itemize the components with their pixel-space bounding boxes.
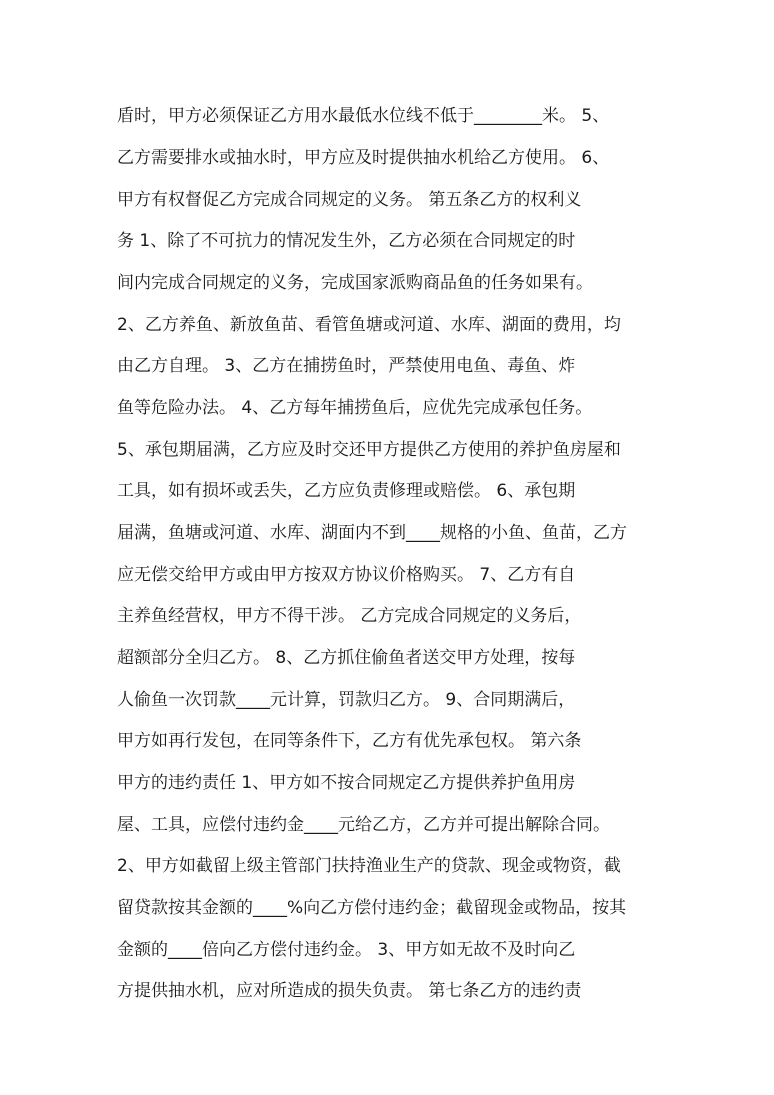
text-line: 务 1、除了不可抗力的情况发生外，乙方必须在合同规定的时 [117, 231, 576, 251]
text-line: 人偷鱼一次罚款____元计算，罚款归乙方。 9、合同期满后， [117, 690, 576, 710]
text-line: 间内完成合同规定的义务，完成国家派购商品鱼的任务如果有。 [117, 273, 593, 293]
text-line: 2、甲方如截留上级主管部门扶持渔业生产的贷款、现金或物资，截 [117, 856, 621, 876]
text-line: 金额的____倍向乙方偿付违约金。 3、甲方如无故不及时向乙 [117, 940, 576, 960]
text-line: 鱼等危险办法。 4、乙方每年捕捞鱼后，应优先完成承包任务。 [117, 398, 593, 418]
text-line: 甲方有权督促乙方完成合同规定的义务。 第五条乙方的权利义 [117, 190, 582, 210]
text-line: 工具，如有损坏或丢失，乙方应负责修理或赔偿。 6、承包期 [117, 481, 576, 501]
text-line: 方提供抽水机，应对所造成的损失负责。 第七条乙方的违约责 [117, 981, 582, 1001]
text-line: 主养鱼经营权，甲方不得干涉。 乙方完成合同规定的义务后， [117, 606, 582, 626]
text-line: 甲方如再行发包，在同等条件下，乙方有优先承包权。 第六条 [117, 731, 582, 751]
text-line: 甲方的违约责任 1、甲方如不按合同规定乙方提供养护鱼用房 [117, 773, 576, 793]
text-line: 超额部分全归乙方。 8、乙方抓住偷鱼者送交甲方处理，按每 [117, 648, 576, 668]
text-line: 乙方需要排水或抽水时，甲方应及时提供抽水机给乙方使用。 6、 [117, 148, 610, 168]
text-line: 5、承包期届满，乙方应及时交还甲方提供乙方使用的养护鱼房屋和 [117, 440, 621, 460]
text-line: 届满，鱼塘或河道、水库、湖面内不到____规格的小鱼、鱼苗，乙方 [117, 523, 627, 543]
text-line: 2、乙方养鱼、新放鱼苗、看管鱼塘或河道、水库、湖面的费用，均 [117, 315, 621, 335]
text-line: 应无偿交给甲方或由甲方按双方协议价格购买。 7、乙方有自 [117, 565, 576, 585]
text-line: 留贷款按其金额的____%向乙方偿付违约金；截留现金或物品，按其 [117, 898, 627, 918]
text-line: 盾时，甲方必须保证乙方用水最低水位线不低于________米。 5、 [117, 106, 610, 126]
text-line: 屋、工具，应偿付违约金____元给乙方，乙方并可提出解除合同。 [117, 815, 610, 835]
text-line: 由乙方自理。 3、乙方在捕捞鱼时，严禁使用电鱼、毒鱼、炸 [117, 356, 576, 376]
